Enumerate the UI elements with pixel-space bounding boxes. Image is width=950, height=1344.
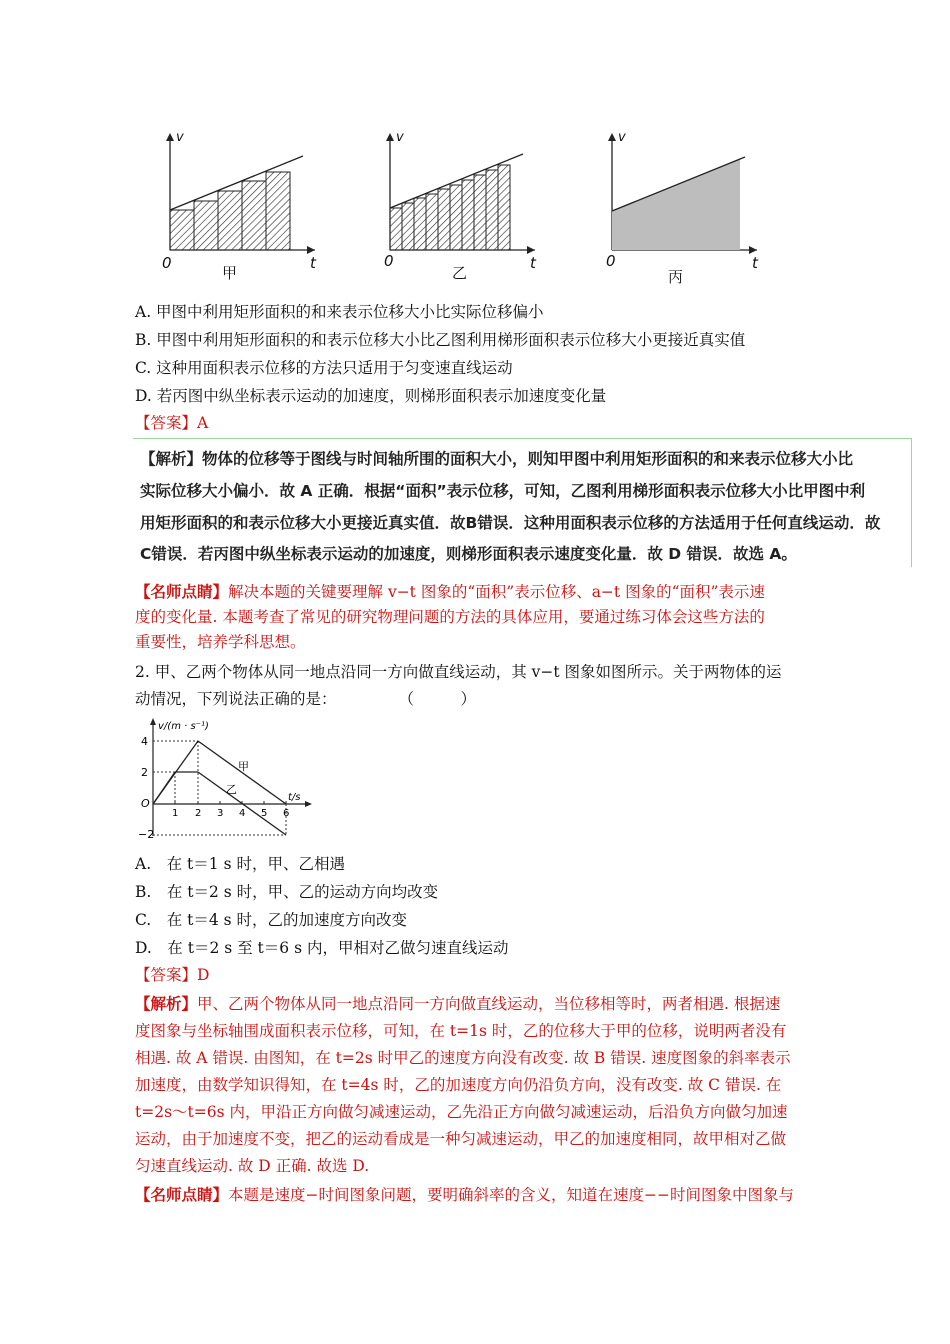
q2-analysis-line-5: t=2s～t=6s 内，甲沿正方向做匀减速运动，乙先沿正方向做匀减速运动，后沿负方向做匀加速 xyxy=(135,1103,788,1121)
q2-option-a: A. 在 t＝1 s 时，甲、乙相遇 xyxy=(135,855,345,873)
q1-analysis-line-2: 实际位移大小偏小．故 A 正确．根据“面积”表示位移，可知，乙图利用梯形面积表示位移大小比甲图中利 xyxy=(140,482,866,500)
q2-fig-ytick-neg2: −2 xyxy=(138,828,155,841)
q2-analysis-line-7: 匀速直线运动. 故 D 正确. 故选 D. xyxy=(135,1157,370,1175)
q2-fig-ylabel: v/(m · s⁻¹) xyxy=(158,721,209,732)
q2-tips-tag: 【名师点睛】 xyxy=(135,1185,229,1204)
q1-tips-tag: 【名师点睛】 xyxy=(135,582,229,601)
q2-vt-figure xyxy=(138,714,318,844)
q2-fig-xtick-1: 1 xyxy=(172,808,179,819)
q2-analysis-line-3: 相遇. 故 A 错误. 由图知，在 t=2s 时甲乙的速度方向没有改变. 故 B 错误. 速度图象的斜率表示 xyxy=(135,1049,791,1067)
q2-tips-line xyxy=(135,1184,794,1206)
q1-analysis-line-1: 【解析】物体的位移等于图线与时间轴所围的面积大小，则知甲图中利用矩形面积的和来表示位移大小比 xyxy=(140,450,854,468)
q1-analysis-line-3: 用矩形面积的和表示位移大小更接近真实值．故B错误．这种用面积表示位移的方法适用于任何直线运动．故 xyxy=(140,514,881,532)
fig-jia-origin: 0 xyxy=(162,254,172,272)
fig-yi-axis-t: t xyxy=(530,254,536,272)
q2-fig-xtick-2: 2 xyxy=(195,808,202,819)
q2-option-d: D. 在 t＝2 s 至 t＝6 s 内，甲相对乙做匀速直线运动 xyxy=(135,939,509,957)
fig-yi-label: 乙 xyxy=(452,264,468,282)
q2-analysis-line-6: 运动，由于加速度不变，把乙的运动看成是一种匀减速运动，甲乙的加速度相同，故甲相对乙做 xyxy=(135,1130,787,1148)
q2-fig-ytick-4: 4 xyxy=(141,735,148,748)
q1-option-a: A. 甲图中利用矩形面积的和来表示位移大小比实际位移偏小 xyxy=(135,303,544,321)
q2-option-c: C. 在 t＝4 s 时，乙的加速度方向改变 xyxy=(135,911,408,929)
q1-option-c: C. 这种用面积表示位移的方法只适用于匀变速直线运动 xyxy=(135,359,513,377)
figure-yi xyxy=(375,128,545,278)
q1-tips-line-3: 重要性，培养学科思想。 xyxy=(135,633,306,651)
q1-option-d: D. 若丙图中纵坐标表示运动的加速度，则梯形面积表示加速度变化量 xyxy=(135,387,607,405)
q2-analysis-line-2: 度图象与坐标轴围成面积表示位移，可知，在 t=1s 时，乙的位移大于甲的位移，说明两者没有 xyxy=(135,1022,787,1040)
q2-analysis-line-4: 加速度，由数学知识得知，在 t=4s 时，乙的加速度方向仍沿负方向，没有改变. 故 C 错误. 在 xyxy=(135,1076,782,1094)
q2-answer: 【答案】D xyxy=(135,966,210,984)
fig-jia-axis-t: t xyxy=(310,254,316,272)
q2-fig-ytick-2: 2 xyxy=(141,766,148,779)
q2-stem-line-2: 动情况，下列说法正确的是： （ ） xyxy=(135,690,477,708)
q1-tips-line-2: 度的变化量. 本题考查了常见的研究物理问题的方法的具体应用，要通过练习体会这些方法的 xyxy=(135,608,765,626)
q2-fig-xtick-3: 3 xyxy=(217,808,224,819)
fig-yi-axis-v: v xyxy=(396,130,404,145)
q2-fig-xtick-5: 5 xyxy=(261,808,268,819)
fig-bing-label: 丙 xyxy=(668,268,684,286)
q2-fig-series-yi: 乙 xyxy=(226,783,237,796)
q2-option-b: B. 在 t＝2 s 时，甲、乙的运动方向均改变 xyxy=(135,883,439,901)
q1-answer: 【答案】A xyxy=(135,414,209,432)
fig-bing-origin: 0 xyxy=(606,252,616,270)
q2-tips-text: 本题是速度−时间图象问题，要明确斜率的含义，知道在速度−−时间图象中图象与 xyxy=(228,1186,794,1204)
q2-fig-xtick-4: 4 xyxy=(239,808,246,819)
q2-fig-series-jia: 甲 xyxy=(238,760,249,773)
q2-stem-line-1: 2. 甲、乙两个物体从同一地点沿同一方向做直线运动，其 v−t 图象如图所示。关于两物体的运 xyxy=(135,663,782,681)
q1-tips-line-1 xyxy=(135,581,765,603)
fig-jia-axis-v: v xyxy=(176,130,184,145)
fig-yi-origin: 0 xyxy=(384,252,394,270)
fig-jia-label: 甲 xyxy=(222,264,238,282)
q1-analysis-line-4: C错误．若丙图中纵坐标表示运动的加速度，则梯形面积表示速度变化量．故 D 错误．故选 A。 xyxy=(140,545,797,563)
q2-fig-xlabel: t/s xyxy=(288,792,301,803)
q2-fig-xtick-6: 6 xyxy=(283,808,290,819)
fig-bing-axis-t: t xyxy=(752,254,758,272)
q2-analysis-tag: 【解析】 xyxy=(135,994,198,1013)
figure-jia xyxy=(155,128,325,278)
q2-fig-origin: O xyxy=(141,797,150,810)
q1-option-b: B. 甲图中利用矩形面积的和表示位移大小比乙图利用梯形面积表示位移大小更接近真实值 xyxy=(135,331,746,349)
figure-bing xyxy=(597,128,767,278)
q2-analysis-line-1 xyxy=(135,993,780,1015)
q1-tips-text-1: 解决本题的关键要理解 v−t 图象的“面积”表示位移、a−t 图象的“面积”表示速 xyxy=(228,583,765,601)
fig-bing-axis-v: v xyxy=(618,130,626,145)
q2-analysis-text-1: 甲、乙两个物体从同一地点沿同一方向做直线运动，当位移相等时，两者相遇. 根据速 xyxy=(197,995,781,1013)
